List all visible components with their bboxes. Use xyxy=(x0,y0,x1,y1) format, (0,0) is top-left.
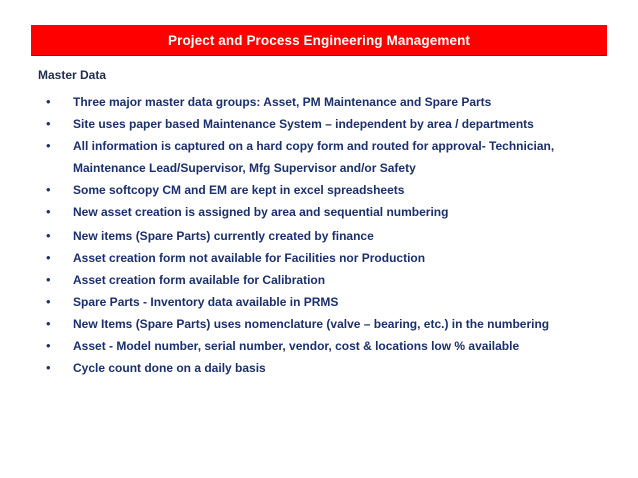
slide-title: Project and Process Engineering Management xyxy=(167,32,471,48)
bullet-item xyxy=(46,357,606,379)
bullet-text: New items (Spare Parts) currently created by finance xyxy=(73,229,374,243)
bullet-item xyxy=(46,313,606,335)
bullet-item xyxy=(46,247,606,269)
bullet-icon: • xyxy=(46,138,51,153)
bullet-text: Cycle count done on a daily basis xyxy=(73,361,266,375)
bullet-text: New asset creation is assigned by area and sequential numbering xyxy=(73,205,449,219)
bullet-icon: • xyxy=(46,250,51,265)
bullet-item xyxy=(46,201,606,223)
bullet-icon: • xyxy=(46,272,51,287)
bullet-text: Asset creation form available for Calibration xyxy=(73,273,326,287)
bullet-item xyxy=(46,335,606,357)
bullet-icon: • xyxy=(46,294,51,309)
bullet-list xyxy=(46,91,606,379)
bullet-icon: • xyxy=(46,204,51,219)
slide-title-bar xyxy=(31,25,607,56)
bullet-text: Spare Parts - Inventory data available in PRMS xyxy=(73,295,339,309)
bullet-text: Three major master data groups: Asset, PM Maintenance and Spare Parts xyxy=(73,95,492,109)
bullet-icon: • xyxy=(46,182,51,197)
section-heading: Master Data xyxy=(38,68,107,82)
bullet-item xyxy=(46,225,606,247)
bullet-item xyxy=(46,91,606,113)
bullet-icon: • xyxy=(46,338,51,353)
bullet-text: Asset - Model number, serial number, vendor, cost & locations low % available xyxy=(73,339,520,353)
bullet-item xyxy=(46,291,606,313)
bullet-text: Some softcopy CM and EM are kept in excel spreadsheets xyxy=(73,183,405,197)
bullet-item xyxy=(46,135,606,179)
bullet-icon: • xyxy=(46,360,51,375)
bullet-icon: • xyxy=(46,228,51,243)
bullet-text: Site uses paper based Maintenance System – independent by area / departments xyxy=(73,117,534,131)
bullet-item xyxy=(46,269,606,291)
bullet-icon: • xyxy=(46,316,51,331)
bullet-item xyxy=(46,179,606,201)
bullet-text: Asset creation form not available for Facilities nor Production xyxy=(73,251,426,265)
bullet-icon: • xyxy=(46,116,51,131)
bullet-item xyxy=(46,113,606,135)
bullet-icon: • xyxy=(46,94,51,109)
bullet-text: New Items (Spare Parts) uses nomenclature (valve – bearing, etc.) in the numbering xyxy=(73,317,550,331)
bullet-text: All information is captured on a hard copy form and routed for approval- Technician, Maintenance Lead/Supervisor, Mfg Supervisor and/or Safety xyxy=(73,139,555,175)
